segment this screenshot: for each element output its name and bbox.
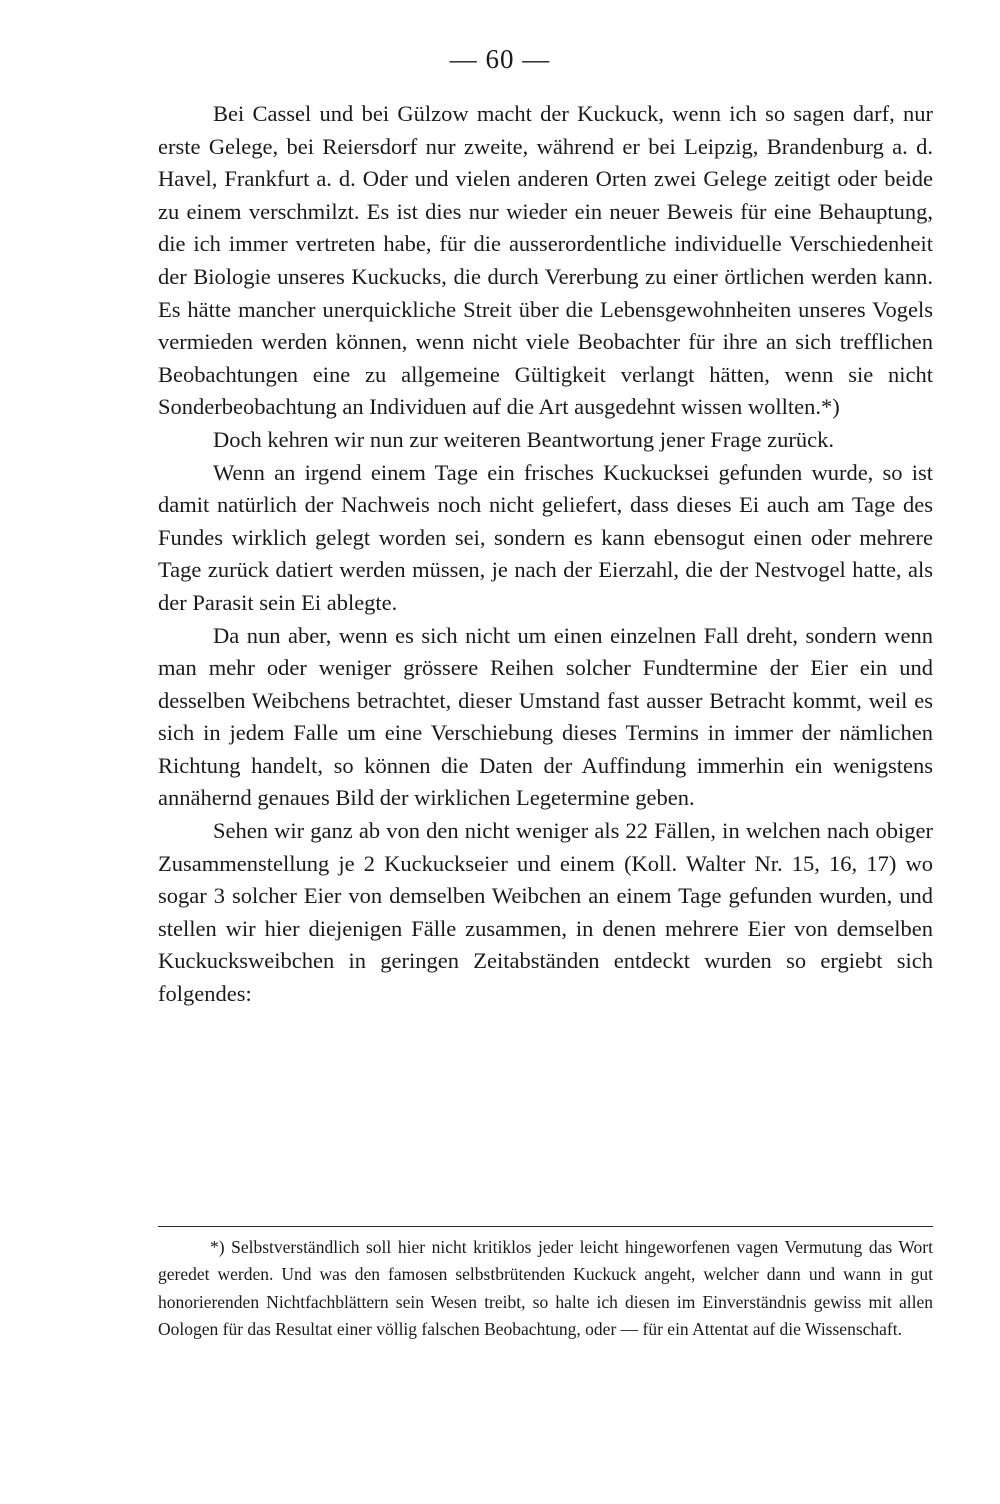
paragraph-5: Sehen wir ganz ab von den nicht weniger als 22 Fällen, in welchen nach obiger Zusammenstellung je 2 Kuckuckseier und einem (Koll. Walter Nr. 15, 16, 17) wo sogar 3 solcher Eier von demselben Weibchen an einem Tage gefunden wurden, und stellen wir hier diejenigen Fälle zusammen, in denen mehrere Eier von demselben Kuckucksweibchen in geringen Zeitabständen entdeckt wurden so ergiebt sich folgendes:	[158, 818, 933, 1007]
paragraph-2: Doch kehren wir nun zur weiteren Beantwortung jener Frage zurück.	[213, 426, 835, 452]
footnote-divider	[158, 1226, 933, 1227]
page-number: — 60 —	[449, 44, 551, 74]
paragraph-3: Wenn an irgend einem Tage ein frisches Kuckucksei gefunden wurde, so ist damit natürlich der Nachweis noch nicht geliefert, dass dieses Ei auch am Tage des Fundes wirklich gelegt worden sei, sondern es kann ebensogut einen oder mehrere Tage zurück datiert werden müssen, je nach der Eierzahl, die der Nestvogel hatte, als der Parasit sein Ei ablegte.	[158, 459, 933, 615]
footnote: *) Selbstverständlich soll hier nicht kritiklos jeder leicht hingeworfenen vagen Vermutung das Wort geredet werden. Und was den famosen selbstbrütenden Kuckuck angeht, welcher dann und wann in gut honorierenden Nichtfachblättern sein Wesen treibt, so halte ich diesen im Einverständnis gewiss mit allen Oologen für das Resultat einer völlig falschen Beobachtung, oder — für ein Attentat auf die Wissenschaft.	[158, 1237, 933, 1340]
paragraph-1: Bei Cassel und bei Gülzow macht der Kuckuck, wenn ich so sagen darf, nur erste Gelege, bei Reiersdorf nur zweite, während er bei Leipzig, Brandenburg a. d. Havel, Frankfurt a. d. Oder und vielen anderen Orten zwei Gelege zeitigt oder beide zu einem verschmilzt. Es ist dies nur wieder ein neuer Beweis für eine Behauptung, die ich immer vertreten habe, für die ausserordentliche individuelle Verschiedenheit der Biologie unseres Kuckucks, die durch Vererbung zu einer örtlichen werden kann. Es hätte mancher unerquickliche Streit über die Lebensgewohnheiten unseres Vogels vermieden werden können, wenn nicht viele Beobachter für ihre an sich trefflichen Beobachtungen eine zu allgemeine Gültigkeit verlangt hätten, wenn sie nicht Sonderbeobachtung an Individuen auf die Art ausgedehnt wissen wollten.*)	[158, 101, 933, 420]
body-text	[158, 98, 933, 1011]
paragraph-4: Da nun aber, wenn es sich nicht um einen einzelnen Fall dreht, sondern wenn man mehr oder weniger grössere Reihen solcher Fundtermine der Eier ein und desselben Weibchens betrachtet, dieser Umstand fast ausser Betracht kommt, weil es sich in jedem Falle um eine Verschiebung dieses Termins in immer der nämlichen Richtung handelt, so können die Daten der Auffindung immerhin ein wenigstens annähernd genaues Bild der wirklichen Legetermine geben.	[158, 622, 933, 811]
